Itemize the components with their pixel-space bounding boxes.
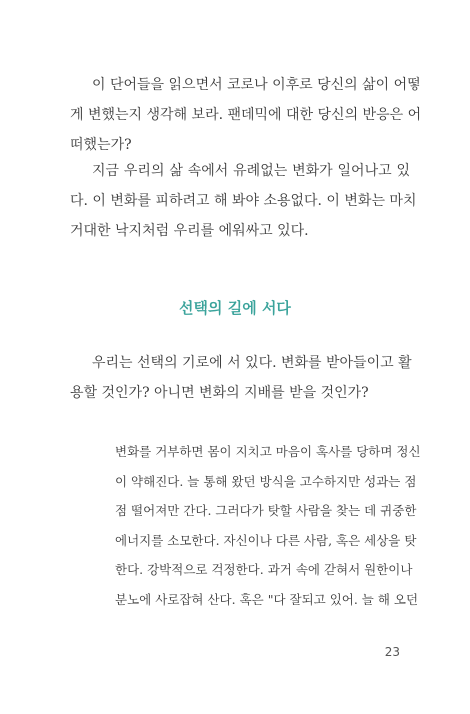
paragraph-2-line-2: 다. 이 변화를 피하려고 해 봐야 소용없다. 이 변화는 마치 xyxy=(70,193,417,209)
paragraph-3-line-1: 우리는 선택의 기로에 서 있다. 변화를 받아들이고 활 xyxy=(92,355,412,371)
block-quote xyxy=(115,437,421,614)
page-number: 23 xyxy=(384,645,400,659)
quote-line-2: 이 약해진다. 늘 통해 왔던 방식을 고수하지만 성과는 점 xyxy=(115,473,417,489)
quote-line-1: 변화를 거부하면 몸이 지치고 마음이 혹사를 당하며 정신 xyxy=(115,444,421,459)
paragraph-3-line-2: 용할 것인가? 아니면 변화의 지배를 받을 것인가? xyxy=(70,385,369,401)
quote-line-5: 한다. 강박적으로 걱정한다. 과거 속에 갇혀서 원한이나 xyxy=(115,562,413,577)
paragraph-2-line-3: 거대한 낙지처럼 우리를 에워싸고 있다. xyxy=(70,223,309,239)
paragraph-1 xyxy=(70,70,422,160)
paragraph-2 xyxy=(70,156,417,246)
quote-line-4: 에너지를 소모한다. 자신이나 다른 사람, 혹은 세상을 탓 xyxy=(115,532,417,548)
paragraph-3 xyxy=(70,348,410,408)
paragraph-1-line-3: 떠했는가? xyxy=(70,137,132,153)
paragraph-1-line-2: 게 변했는지 생각해 보라. 팬데믹에 대한 당신의 반응은 어 xyxy=(70,107,422,123)
paragraph-1-line-1: 이 단어들을 읽으면서 코로나 이후로 당신의 삶이 어떻 xyxy=(92,77,421,93)
paragraph-2-line-1: 지금 우리의 삶 속에서 유례없는 변화가 일어나고 있 xyxy=(92,163,410,179)
quote-line-3: 점 떨어져만 간다. 그러다가 탓할 사람을 찾는 데 귀중한 xyxy=(115,503,417,518)
quote-line-6: 분노에 사로잡혀 산다. 혹은 "다 잘되고 있어. 늘 해 오던 xyxy=(115,591,419,607)
section-heading: 선택의 길에 서다 xyxy=(179,299,291,317)
